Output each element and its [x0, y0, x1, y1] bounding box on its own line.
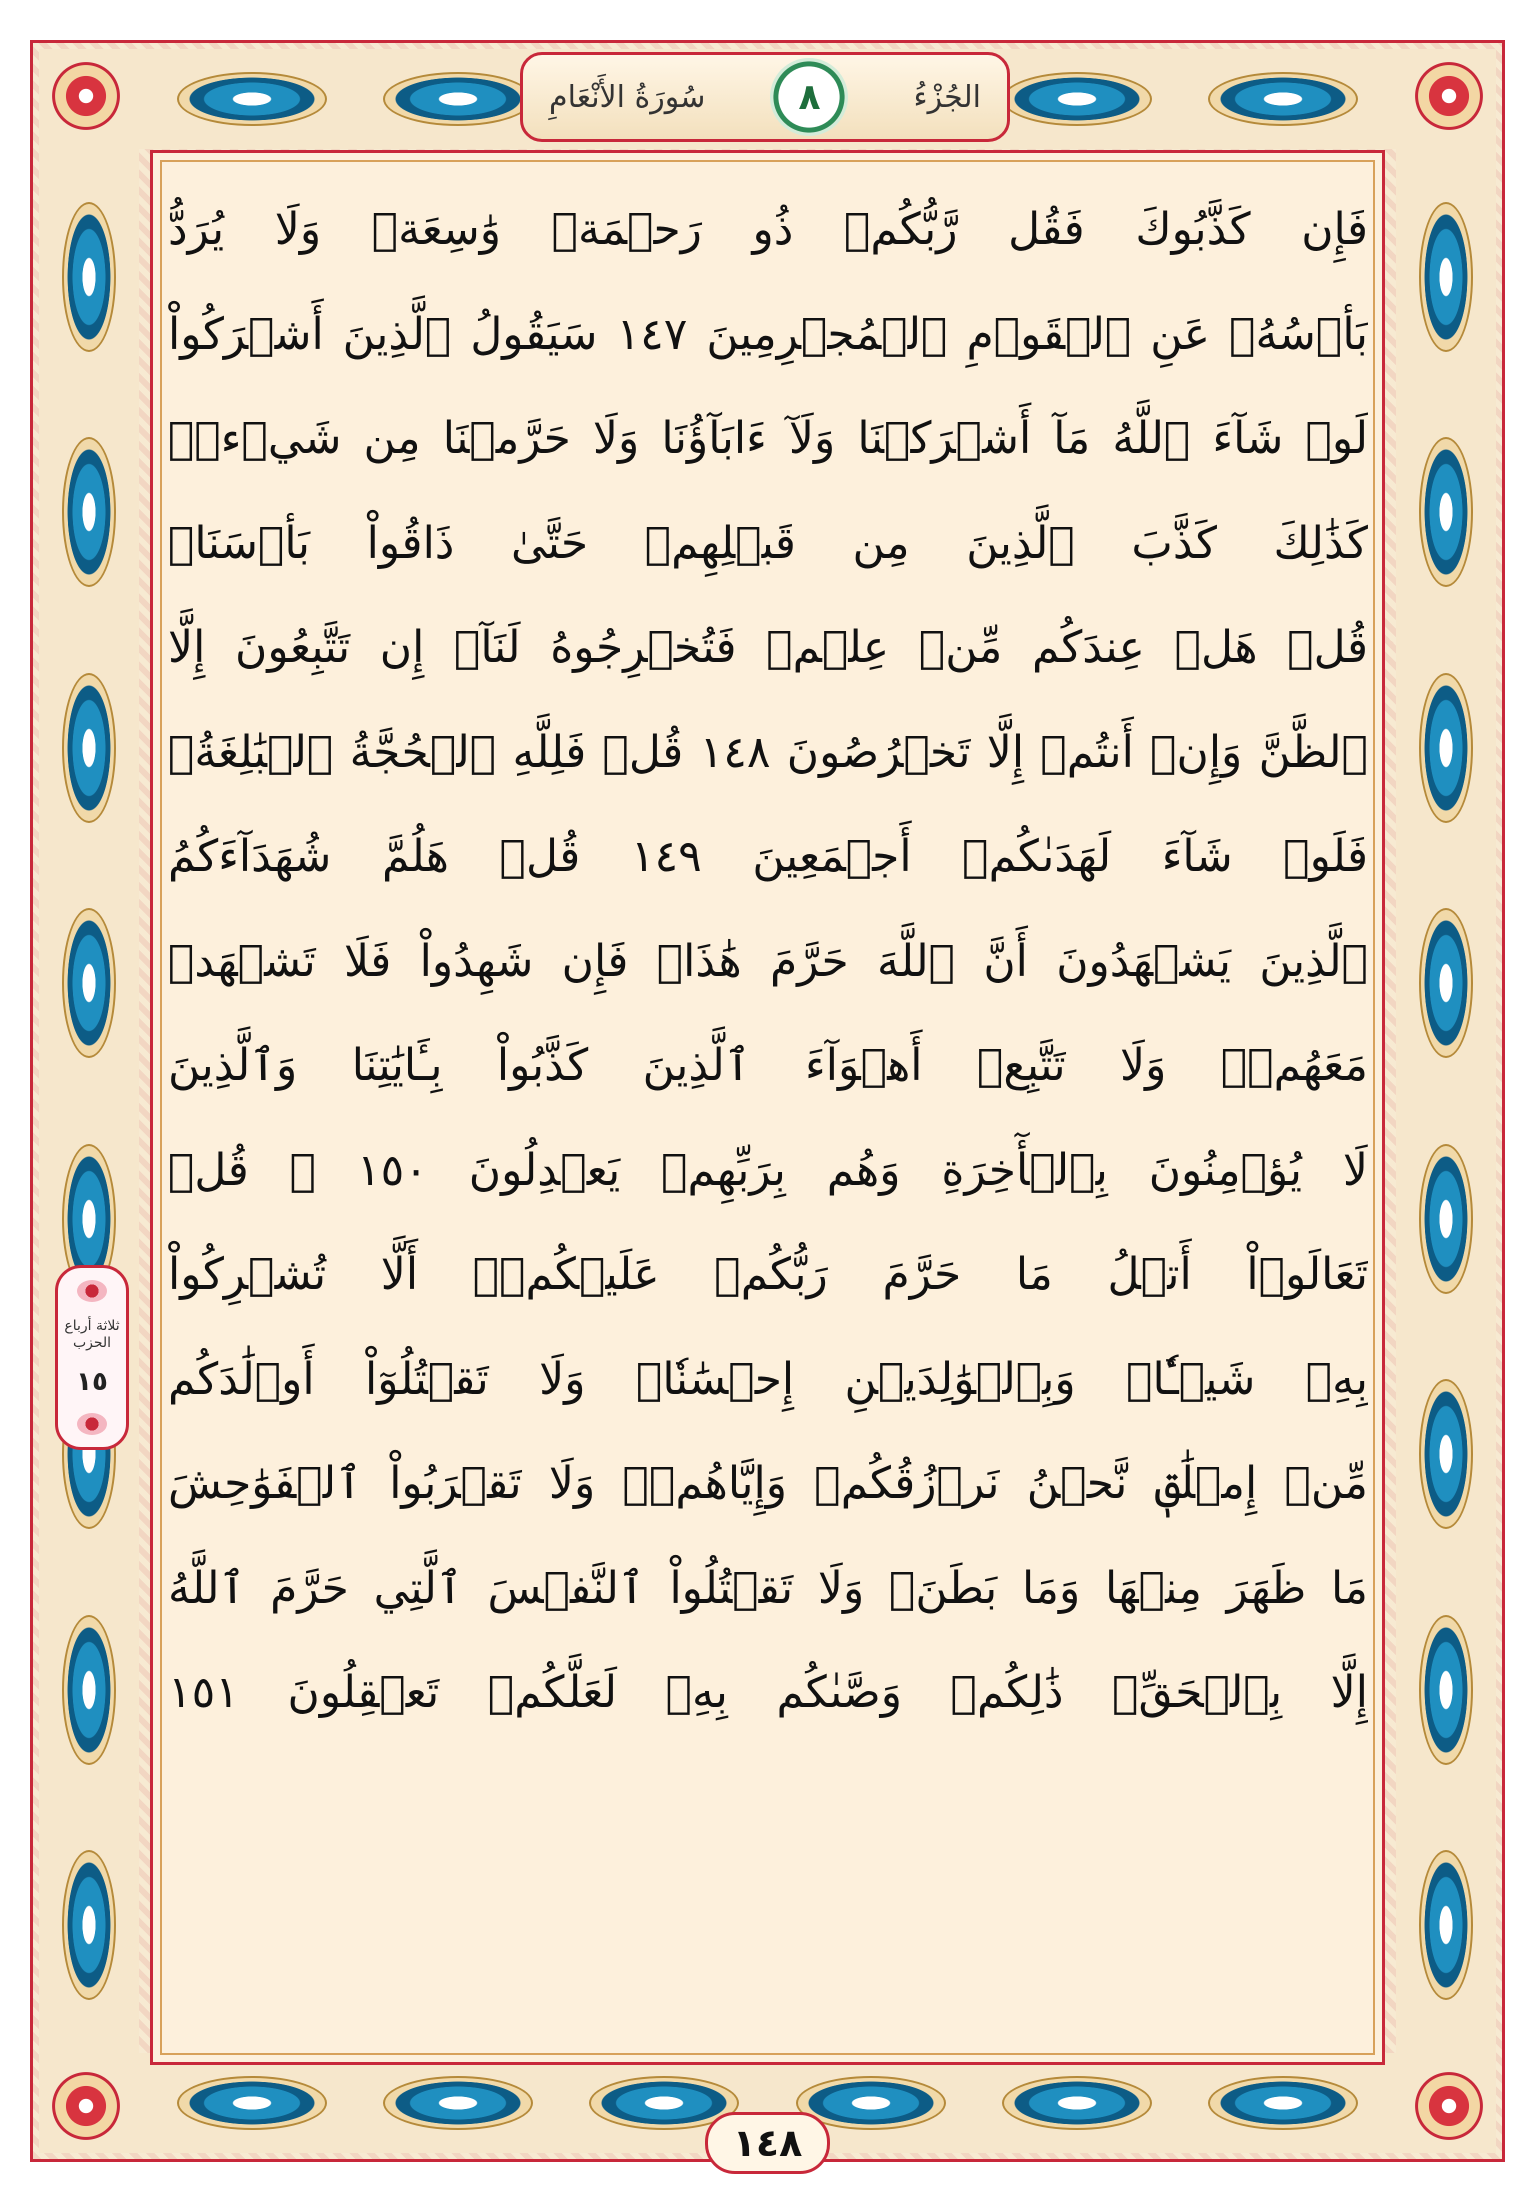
ornament-medallion: [62, 1615, 116, 1765]
ornament-medallion: [1419, 202, 1473, 352]
corner-rosette-icon: [51, 61, 121, 131]
corner-rosette-icon: [1414, 2071, 1484, 2141]
ornament-medallion: [1002, 72, 1152, 126]
text-line: لَا يُؤۡمِنُونَ بِٱلۡأٓخِرَةِ وَهُم بِرَبِّهِمۡ يَعۡدِلُونَ ١٥٠ ۞ قُلۡ: [168, 1144, 1368, 1196]
text-line: ٱلظَّنَّ وَإِنۡ أَنتُمۡ إِلَّا تَخۡرُصُونَ ١٤٨ قُلۡ فَلِلَّهِ ٱلۡحُجَّةُ ٱلۡبَٰلِغَةُۖ: [168, 726, 1368, 778]
text-line: مَعَهُمۡۚ وَلَا تَتَّبِعۡ أَهۡوَآءَ ٱلَّذِينَ كَذَّبُواْ بِـَٔايَٰتِنَا وَٱلَّذِينَ: [168, 1040, 1368, 1091]
ornament-medallion: [1002, 2076, 1152, 2130]
border-band-right: [1396, 49, 1496, 2153]
ornament-medallion: [177, 2076, 327, 2130]
page-header: [520, 52, 1010, 142]
ornament-medallion: [62, 673, 116, 823]
ornament-medallion: [62, 437, 116, 587]
ornament-medallion: [1419, 437, 1473, 587]
text-line: قُلۡ هَلۡ عِندَكُم مِّنۡ عِلۡمٖ فَتُخۡرِجُوهُ لَنَآۖ إِن تَتَّبِعُونَ إِلَّا: [168, 622, 1368, 673]
ornament-medallion: [62, 202, 116, 352]
ornament-medallion: [1419, 673, 1473, 823]
ornament-medallion: [62, 1850, 116, 2000]
flower-icon: [77, 1413, 107, 1435]
corner-rosette-icon: [51, 2071, 121, 2141]
ornament-medallion: [1208, 2076, 1358, 2130]
ornament-medallion: [383, 72, 533, 126]
text-line: تَعَالَوۡاْ أَتۡلُ مَا حَرَّمَ رَبُّكُمۡ عَلَيۡكُمۡۖ أَلَّا تُشۡرِكُواْ: [168, 1249, 1368, 1300]
text-line: مِّنۡ إِمۡلَٰقٖ نَّحۡنُ نَرۡزُقُكُمۡ وَإِيَّاهُمۡۖ وَلَا تَقۡرَبُواْ ٱلۡفَوَٰحِشَ: [168, 1458, 1368, 1509]
border-band-left: [39, 49, 139, 2153]
ornament-medallion: [1419, 1615, 1473, 1765]
text-line: فَلَوۡ شَآءَ لَهَدَىٰكُمۡ أَجۡمَعِينَ ١٤٩ قُلۡ هَلُمَّ شُهَدَآءَكُمُ: [168, 831, 1368, 882]
text-line: بَأۡسُهُۥ عَنِ ٱلۡقَوۡمِ ٱلۡمُجۡرِمِينَ ١٤٧ سَيَقُولُ ٱلَّذِينَ أَشۡرَكُواْ: [168, 308, 1368, 360]
text-line: إِلَّا بِٱلۡحَقِّۚ ذَٰلِكُمۡ وَصَّىٰكُم بِهِۦ لَعَلَّكُمۡ تَعۡقِلُونَ ١٥١: [168, 1667, 1368, 1718]
hizb-number: ١٥: [76, 1367, 108, 1398]
ornament-medallion: [1419, 908, 1473, 1058]
hizb-marker: [55, 1265, 129, 1450]
juz-number-badge: ٨: [770, 58, 848, 136]
ornament-medallion: [1419, 1144, 1473, 1294]
ornament-medallion: [177, 72, 327, 126]
flower-icon: [77, 1280, 107, 1302]
corner-rosette-icon: [1414, 61, 1484, 131]
text-line: لَوۡ شَآءَ ٱللَّهُ مَآ أَشۡرَكۡنَا وَلَآ ءَابَآؤُنَا وَلَا حَرَّمۡنَا مِن شَيۡءٖۚ: [168, 413, 1368, 464]
page-number: ١٤٨: [705, 2112, 830, 2174]
quran-text: [168, 178, 1368, 1746]
border-medallions-left: [54, 159, 124, 2043]
text-line: فَإِن كَذَّبُوكَ فَقُل رَّبُّكُمۡ ذُو رَحۡمَةٖ وَٰسِعَةٖ وَلَا يُرَدُّ: [168, 204, 1368, 255]
text-line: بِهِۦ شَيۡـٔٗاۖ وَبِٱلۡوَٰلِدَيۡنِ إِحۡسَٰنٗاۖ وَلَا تَقۡتُلُوٓاْ أَوۡلَٰدَكُم: [168, 1353, 1368, 1405]
surah-name: سُورَةُ الأَنْعَامِ: [549, 79, 706, 115]
text-line: مَا ظَهَرَ مِنۡهَا وَمَا بَطَنَۖ وَلَا تَقۡتُلُواْ ٱلنَّفۡسَ ٱلَّتِي حَرَّمَ ٱللَّهُ: [168, 1562, 1368, 1614]
ornament-medallion: [1419, 1379, 1473, 1529]
ornament-medallion: [1208, 72, 1358, 126]
juz-label: الجُزْءُ: [913, 79, 981, 115]
ornament-medallion: [62, 908, 116, 1058]
ornament-medallion: [1419, 1850, 1473, 2000]
border-medallions-right: [1411, 159, 1481, 2043]
ornament-medallion: [383, 2076, 533, 2130]
hizb-label: ثلاثة أرباع الحزب: [64, 1317, 120, 1351]
text-line: ٱلَّذِينَ يَشۡهَدُونَ أَنَّ ٱللَّهَ حَرَّمَ هَٰذَاۖ فَإِن شَهِدُواْ فَلَا تَشۡهَدۡ: [168, 935, 1368, 987]
text-line: كَذَٰلِكَ كَذَّبَ ٱلَّذِينَ مِن قَبۡلِهِمۡ حَتَّىٰ ذَاقُواْ بَأۡسَنَاۗ: [168, 517, 1368, 569]
